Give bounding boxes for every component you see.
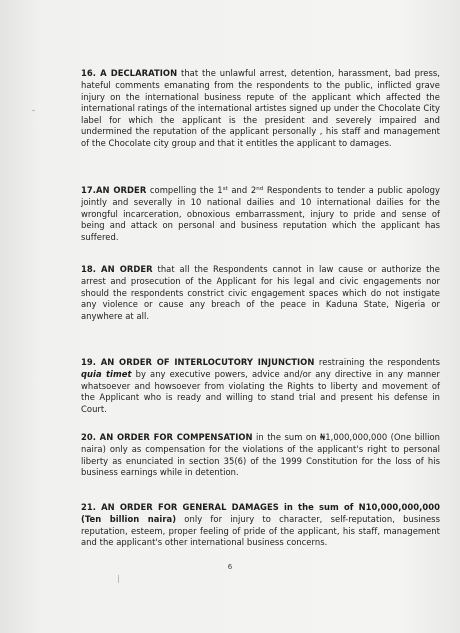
paragraph-20-lead: 20. AN ORDER FOR COMPENSATION — [81, 432, 253, 443]
page-number: 6 — [227, 563, 233, 571]
paragraph-17-text-a: compelling the 1 — [146, 185, 223, 196]
paragraph-19-lead: 19. AN ORDER OF INTERLOCUTORY INJUNCTION — [81, 357, 315, 368]
scan-mark — [118, 575, 119, 583]
paragraph-18-lead: 18. AN ORDER — [81, 264, 153, 275]
paragraph-16-lead: 16. A DECLARATION — [81, 68, 178, 79]
paragraph-19-italic: quia timet — [81, 368, 132, 379]
paragraph-17-text-b: and 2 — [227, 185, 257, 196]
paragraph-18-text: that all the Respondents cannot in law cause or authorize the arrest and prosecution of the Applicant for his legal and civic engagements nor should the respondents constrict civic engagement spaces which do not instigate any violence or cause any breach of the peace in Kaduna State, Nigeria or anywhere at all. — [81, 264, 440, 321]
paragraph-18 — [81, 264, 440, 322]
paragraph-17 — [81, 185, 440, 243]
scan-mark — [32, 110, 35, 111]
paragraph-19-text-b: by any executive powers, advice and/or any directive in any manner whatsoever and howsoever from violating the Rights to liberty and movement of the Applicant who is ready and willing to stand trial and present his defense in Court. — [81, 368, 440, 414]
paragraph-21 — [81, 502, 440, 548]
paragraph-21-lead: 21. AN ORDER FOR GENERAL DAMAGES in the sum of N10,000,000,000 (Ten billion naira) — [81, 502, 440, 524]
paragraph-19 — [81, 357, 440, 415]
paragraph-17-sup-b: nd — [256, 186, 264, 193]
paragraph-17-sup-a: st — [222, 186, 228, 193]
paragraph-20-text: in the sum on ₦1,000,000,000 (One billion naira) only as compensation for the violations of the applicant's right to personal liberty as enunciated in section 35(6) of the 1999 Constitution for the loss of his business earnings while in detention. — [81, 432, 440, 478]
paragraph-16-text: that the unlawful arrest, detention, harassment, bad press, hateful comments emanating from the respondents to the public, inflicted grave injury on the international business repute of the applicant which affected the international ratings of the international artistes signed up under the Chocolate City label for which the applicant is the president and severely impaired and undermined the reputation of the applicant personally , his staff and management of the Chocolate city group and that it entitles the applicant to damages. — [81, 68, 441, 148]
paragraph-19-text-a: restraining the respondents — [314, 357, 440, 368]
paragraph-21-text: only for injury to character, self-reputation, business reputation, esteem, proper feeling of pride of the applicant, his staff, management and the applicant's other international business concerns. — [81, 513, 440, 548]
paragraph-20 — [81, 432, 440, 478]
paragraph-17-text-c: Respondents to tender a public apology jointly and severally in 10 national dailies and 10 international dailies for the wrongful incarceration, obnoxious embarrassment, injury to pride and sense of being and attack on personal and business reputation which the applicant has suffered. — [81, 185, 441, 242]
paragraph-17-lead: 17.AN ORDER — [81, 185, 147, 196]
paragraph-16 — [81, 68, 440, 149]
